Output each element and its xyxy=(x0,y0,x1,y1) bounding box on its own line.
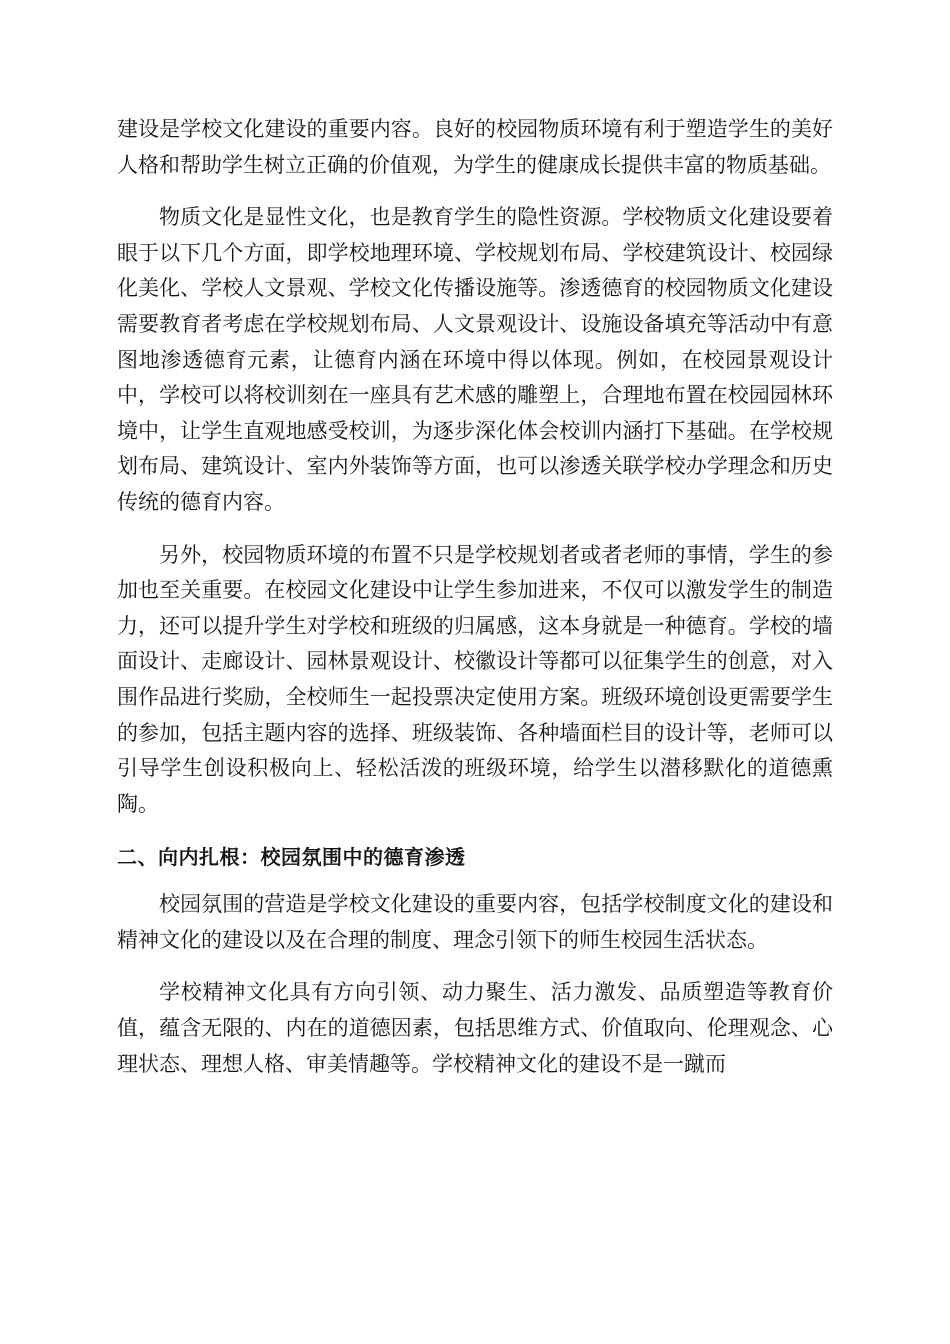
paragraph-material-culture: 物质文化是显性文化，也是教育学生的隐性资源。学校物质文化建设要着眼于以下几个方面，即学校地理环境、学校规划布局、学校建筑设计、校园绿化美化、学校人文景观、学校文化传播设施等。渗透德育的校园物质文化建设需要教育者考虑在学校规划布局、人文景观设计、设施设备填充等活动中有意图地渗透德育元素，让德育内涵在环境中得以体现。例如，在校园景观设计中，学校可以将校训刻在一座具有艺术感的雕塑上，合理地布置在校园园林环境中，让学生直观地感受校训，为逐步深化体会校训内涵打下基础。在学校规划布局、建筑设计、室内外装饰等方面，也可以渗透关联学校办学理念和历史传统的德育内容。 xyxy=(117,205,833,514)
paragraph-campus-atmosphere: 校园氛围的营造是学校文化建设的重要内容，包括学校制度文化的建设和精神文化的建设以及在合理的制度、理念引领下的师生校园生活状态。 xyxy=(117,892,833,952)
paragraph-continuation: 建设是学校文化建设的重要内容。良好的校园物质环境有利于塑造学生的美好人格和帮助学生树立正确的价值观，为学生的健康成长提供丰富的物质基础。 xyxy=(117,117,833,177)
paragraph-student-participation: 另外，校园物质环境的布置不只是学校规划者或者老师的事情，学生的参加也至关重要。在校园文化建设中让学生参加进来，不仅可以激发学生的制造力，还可以提升学生对学校和班级的归属感，这本身就是一种德育。学校的墙面设计、走廊设计、园林景观设计、校徽设计等都可以征集学生的创意，对入围作品进行奖励，全校师生一起投票决定使用方案。班级环境创设更需要学生的参加，包括主题内容的选择、班级装饰、各种墙面栏目的设计等，老师可以引导学生创设积极向上、轻松活泼的班级环境，给学生以潜移默化的道德熏陶。 xyxy=(117,542,833,816)
paragraph-spiritual-culture: 学校精神文化具有方向引领、动力聚生、活力激发、品质塑造等教育价值，蕴含无限的、内在的道德因素，包括思维方式、价值取向、伦理观念、心理状态、理想人格、审美情趣等。学校精神文化的建设不是一蹴而 xyxy=(117,980,833,1076)
document-body xyxy=(117,112,833,1099)
section-heading: 二、向内扎根：校园氛围中的德育渗透 xyxy=(117,845,466,870)
